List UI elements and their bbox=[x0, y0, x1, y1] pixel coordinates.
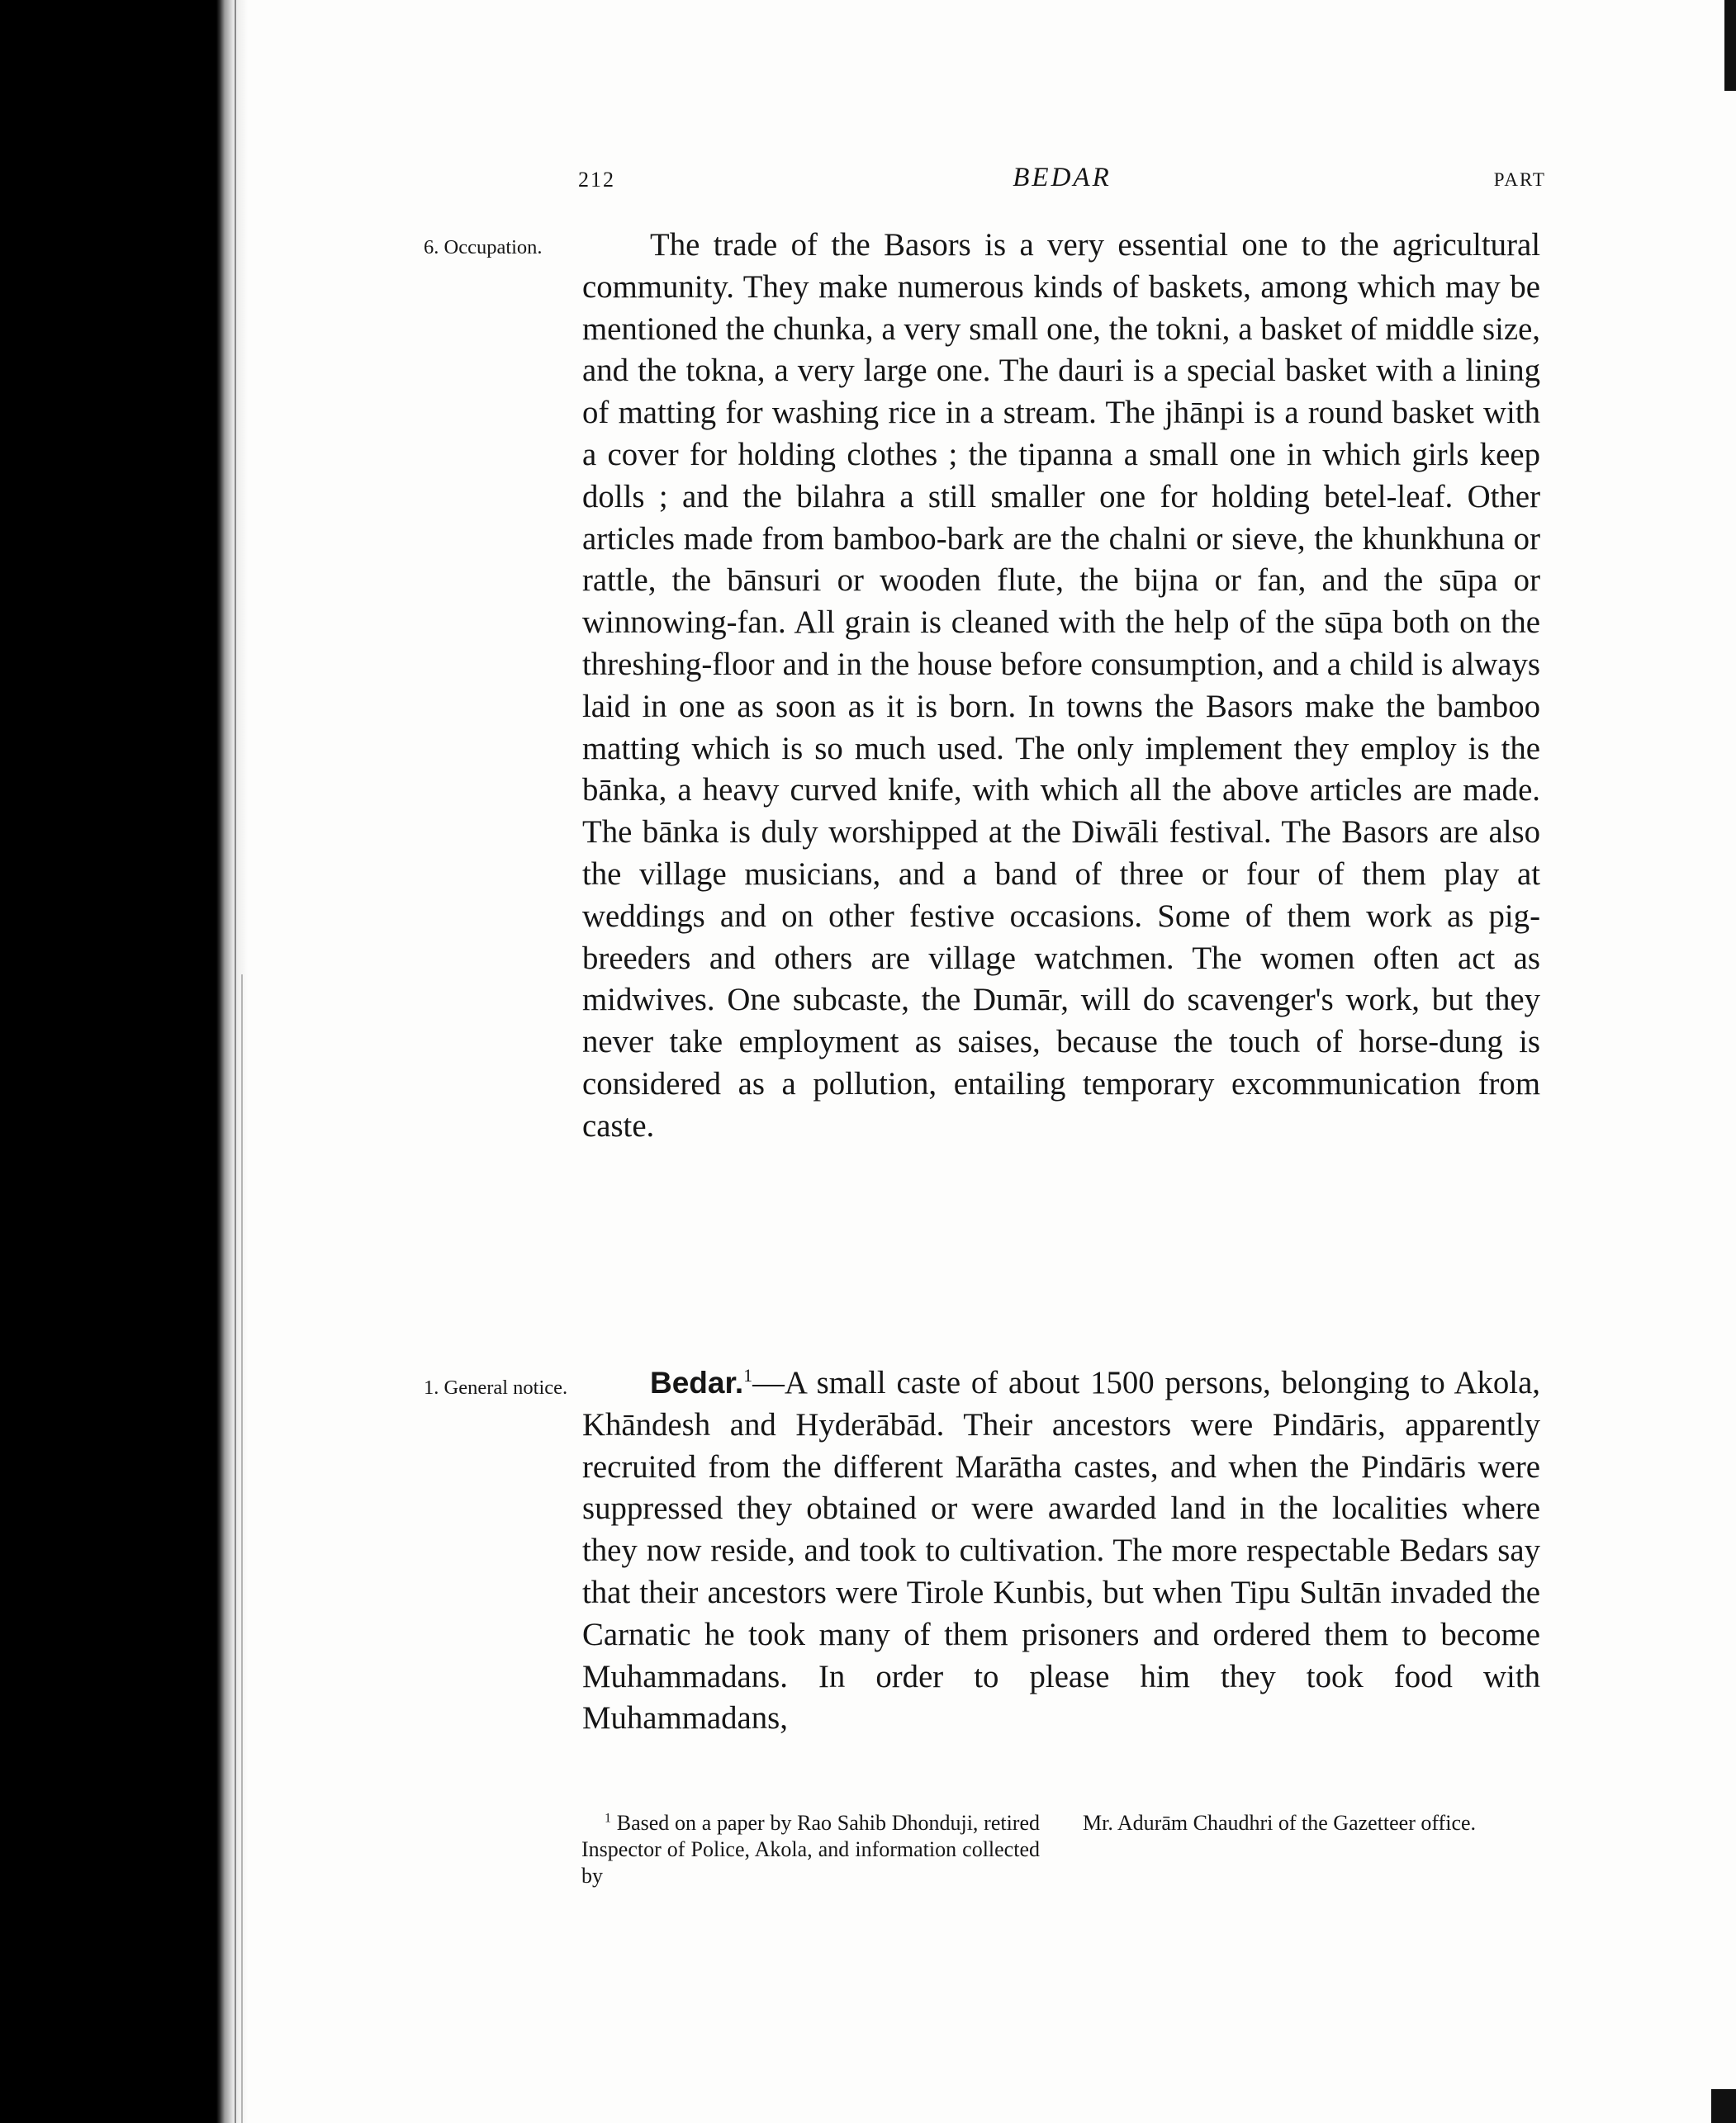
side-note-general-notice: 1. General notice. bbox=[424, 1377, 568, 1399]
footnote-column-2 bbox=[1083, 1810, 1541, 1889]
running-header bbox=[578, 163, 1546, 196]
paragraph-text: —A small caste of about 1500 persons, belonging to Akola, Khāndesh and Hyderābād. Their ancestors were Pindāris, apparently recruited from the different Marātha castes, and when the Pindāris were suppressed they obtained or were awarded land in the localities where they now reside, and took to cultivation. The more respectable Bedars say that their ancestors were Tirole Kunbis, but when Tipu Sultān invaded the Carnatic he took many of them prisoners and ordered them to become Muhammadans. In order to please him they took food with Muhammadans, bbox=[582, 1365, 1540, 1737]
paragraph-body bbox=[582, 1362, 1540, 1740]
footnote-text: Mr. Adurām Chaudhri of the Gazetteer office. bbox=[1083, 1811, 1477, 1835]
footnote-reference: 1 bbox=[743, 1365, 753, 1386]
scan-edge-mark bbox=[1711, 2089, 1736, 2123]
footnote-column-1 bbox=[581, 1810, 1040, 1889]
footnote-text: Based on a paper by Rao Sahib Dhonduji, retired Inspector of Police, Akola, and information collected by bbox=[581, 1811, 1041, 1888]
entry-heading: Bedar. bbox=[650, 1366, 744, 1400]
scan-gutter-shadow bbox=[0, 0, 248, 2123]
side-note-occupation: 6. Occupation. bbox=[424, 236, 543, 258]
footnote-marker: 1 bbox=[605, 1811, 611, 1826]
part-label: PART bbox=[1493, 169, 1546, 190]
scan-edge-mark bbox=[1724, 0, 1736, 91]
gutter-streak bbox=[235, 0, 236, 2123]
bedar-paragraph bbox=[582, 1362, 1540, 1740]
occupation-paragraph bbox=[582, 225, 1540, 1148]
page-number: 212 bbox=[578, 168, 615, 192]
paragraph-text: The trade of the Basors is a very essential one to the agricultural community. They make numerous kinds of baskets, among which may be mentioned the chunka, a very small one, the tokni, a basket of middle size, and the tokna, a very large one. The dauri is a special basket with a lining of matting for washing rice in a stream. The jhānpi is a round basket with a cover for holding clothes ; the tipanna a small one in which girls keep dolls ; and the bilahra a still smaller one for holding betel-leaf. Other articles made from bamboo-bark are the chalni or sieve, the khunkhuna or rattle, the bānsuri or wooden flute, the bijna or fan, and the sūpa or winnowing-fan. All grain is cleaned with the help of the sūpa both on the threshing-floor and in the house before consumption, and a child is always laid in one as soon as it is born. In towns the Basors make the bamboo matting which is so much used. The only implement they employ is the bānka, a heavy curved knife, with which all the above articles are made. The bānka is duly worshipped at the Diwāli festival. The Basors are also the village musicians, and a band of three or four of them play at weddings and on other festive occasions. Some of them work as pig-breeders and others are village watchmen. The women often act as midwives. One subcaste, the Dumār, will do scavenger's work, but they never take employment as saises, because the touch of horse-dung is considered as a pollution, entailing temporary excommunication from caste. bbox=[582, 227, 1540, 1144]
footnotes bbox=[581, 1810, 1541, 1889]
gutter-streak bbox=[241, 974, 243, 2123]
running-title: BEDAR bbox=[1013, 163, 1112, 192]
